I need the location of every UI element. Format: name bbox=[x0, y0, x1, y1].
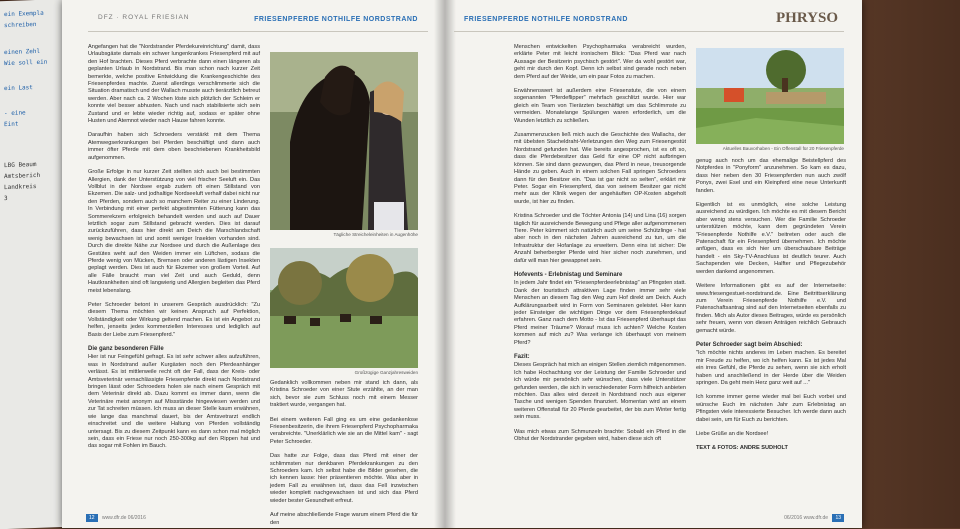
side-line: Amtsberich bbox=[4, 171, 41, 181]
pasture-photo-illustration bbox=[270, 248, 418, 368]
section-heading: Hofevents - Erlebnistag und Seminare bbox=[514, 271, 623, 278]
header-title: FRIESENPFERDE NOTHILFE NORDSTRAND bbox=[464, 16, 628, 23]
paragraph: Bei einem weiteren Fall ging es um eine gedankenlose Friesenbesitzerin, die ihrem Friesenpferd Psychopharmaka verabreichte. "Unerklärlich wie sie an die Mittel kam" - sagt Peter Schroeder. bbox=[270, 416, 418, 445]
header-brand: DFZ · ROYAL FRIESIAN bbox=[98, 14, 190, 21]
photo-construction bbox=[696, 48, 844, 144]
right-column-2 bbox=[696, 158, 846, 518]
caption-photo: Aktuelles Bauvorhaben - Ein Offenstall für 20 Friesenpferde bbox=[722, 146, 844, 151]
paragraph: "Ich möchte nichts anderes im Leben machen. Es bereitet mir Freude zu helfen, wo ich helfen kann. Es ist jedes Mal ein irres Gefühl, die Pferde zu sehen, wenn sie sich erholt haben und anschließend in der Herde über die Weiden springen. Da geht mein Herz ganz weit auf ..." bbox=[696, 350, 846, 386]
paragraph: Weitere Informationen gibt es auf der Internetseite: www.friesengestuet-nordstrand.de. Eine Beitrittserklärung zum Verein Friesenpferde Nothilfe e.V. und Patenschaftsantrag sind auf den Internetseiten ebenfalls zu finden. Mich als Autor dieses Beitrages, würde es persönlich sehr freuen, wenn von diesen Anträgen reichlich Gebrauch gemacht würde. bbox=[696, 283, 846, 334]
paragraph: Auf meine abschließende Frage warum einem Pferd die für den bbox=[270, 512, 418, 526]
right-column-1 bbox=[514, 44, 686, 516]
paragraph: In jedem Jahr findet ein "Friesenpferdeerlebnistag" an Pfingsten statt. Dank der touristisch attraktiven Lage finden immer sehr viele Menschen an diesem Tag den Weg zum Hof direkt am Deich. Auch Aufklärungsarbeit wird in Form von Seminaren geleistet. Hier kann jeder Einsteiger die wichtigen Dinge vor dem Friesenpferdekauf erfahren. Ganz nach dem Motto - Ist das Friesenpferd überhaupt das Pferd meiner Träume? Worauf muss ich achten? Welche Kosten kommen auf mich zu? Was verlange ich überhaupt von meinem Pferd? bbox=[514, 280, 686, 346]
side-line: schreiben bbox=[4, 20, 37, 30]
side-line: Landkreis bbox=[4, 182, 37, 192]
right-footer bbox=[784, 514, 844, 522]
side-line: Wie soll ein bbox=[4, 58, 48, 68]
paragraph: Große Erfolge in nur kurzer Zeit stellten sich auch bei bestimmten Allergien, dank der Unterstützung von viel frischer Seeluft ein. Das Vollblut in der Nordsee ergab zudem oft einen Stillstand von Ekzemen. Die salz- und jodhaltige Nordseeluft verhalf dabei nicht nur den Pferden, sondern auch so manchem Reiter zu einer Linderung. In Verbindung mit einer perfekt abgestimmten Fütterung kann das Sommerekzem erfolgreich behandelt werden und auch auf Dauer letztlich sogar zum Stillstand gebracht werden. Dies ist darauf zurückzuführen, dass hier direkt am Deich die Marschlandschaft wenig bewachsen ist und somit weniger Insekten vorhanden sind. Durch die direkte Nähe zur Nordsee und durch die Außenlage des Gestütes weht auf den Weiden immer ein Lüftchen, sodass die Pferde wenig von Mücken, Bremsen oder anderen lästigen Insekten geplagt werden. Dies ist auch für Ekzemer von großem Vorteil. Auf alle Fälle braucht man viel Zeit und auch Geduld, denn Hautkrankheiten sind oft langwierig und Allergien begleiten das Pferd meist lebenslang. bbox=[88, 169, 260, 294]
phryso-logo: PHRYSO bbox=[776, 10, 838, 26]
paragraph: Das hatte zur Folge, dass das Pferd mit einer der schlimmsten nur denkbaren Pferdekrankungen zu den Schroeders kam. Ich selbst habe die Bilder gesehen, die ich kennen lasse: hier präsentieren möchte. Was aber in jedem Fall zu erwähnen ist, dass das Fell inzwischen wieder komplett nachgewachsen ist und sich das Pferd wieder bester Gesundheit erfreut. bbox=[270, 453, 418, 504]
side-line: 3 bbox=[4, 194, 8, 203]
side-line: ein Last bbox=[4, 84, 33, 93]
paragraph: Daraufhin haben sich Schroeders verstärkt mit dem Thema Atemwegserkrankungen bei Pferden beschäftigt und dann auch immer öfter Pferde mit dem oben beschriebenen Krankheitsbild aufgenommen. bbox=[88, 132, 260, 161]
paragraph: Peter Schroeder betont in unserem Gespräch ausdrücklich: "Zu diesem Thema möchten wir keinen Anspruch auf Perfektion, Vollständigkeit oder Wirkung geltend machen. Es ist ein Angebot zu helfen, jenseits jedes kommerziellen Interesses und lediglich auf Basis der Liebe zum Friesenpferd." bbox=[88, 302, 260, 338]
left-column-2 bbox=[270, 380, 418, 526]
paragraph: Gedanklich vollkommen neben mir stand ich dann, als Kristina Schroeder von einer Stute erzählte, an der man sich, bevor sie zum Schluss noch mit einem Messer traktiert wurde, vergangen hat. bbox=[270, 380, 418, 409]
right-page bbox=[444, 0, 862, 528]
side-line: einen Zehl bbox=[4, 47, 41, 57]
section-heading: Die ganz besonderen Fälle bbox=[88, 346, 164, 353]
construction-photo-illustration bbox=[696, 48, 844, 144]
caption-top: Tägliche Streicheleinheiten in Augenhöhe bbox=[333, 232, 418, 237]
magazine-spread bbox=[62, 0, 862, 528]
paragraph: Ich komme immer gerne wieder mal bei Euch vorbei und wünsche Euch im nächsten Jahr zum Erlebnistag an Pfingsten viele interessierte Besucher. Ich werde dann auch dabei sein, um für Euch zu berichten. bbox=[696, 394, 846, 423]
paragraph: Zusammenzucken ließ mich auch die Geschichte des Wallachs, der mit übelsten Stacheldraht-Verletzungen den Weg zum Friesengestüt Nordstrand gefunden hat. Wie bereits angesprochen, ist es oft so, dass die Pferdebesitzer das Geld für eine OP nicht aufbringen können. Sie sind dann gezwungen, das Pferd in neue, treusorgende Hände zu geben. Auch in einem solchen Fall springen Schroeders dann für den Besitzer ein. "Das ist gar nicht so selten", erklärt mir Peter. Sogar ein Friesenpferd, das von seinem Besitzer gar nicht mehr aus der Klinik wegen der angehäuften OP-Kosten abgeholt wurde, ist hier zu finden. bbox=[514, 132, 686, 205]
paragraph: Eigentlich ist es unmöglich, eine solche Leistung ausreichend zu würdigen. Ich möchte es mit diesem Bericht aber wenig stens versuchen. Wer die Familie Schroeder unterstützen möchte, kann dem gegründeten Verein "Friesenpferde Nothilfe e.V." beitreten oder auch die Patenschaft für ein Friesenpferd übernehmen. Ich möchte anfügen, dass es sich hier um überschaubare Beiträge handelt - ein Sky-TV-Anschluss ist deutlich teurer. Auch Sachspenden wie Decken, Halfter und Pflegezubehör werden dankend angenommen. bbox=[696, 202, 846, 275]
section-heading: Peter Schroeder sagt beim Abschied: bbox=[696, 341, 803, 348]
paragraph: Was mich etwas zum Schmunzeln brachte: Sobald ein Pferd in die Obhut der Nordstrander gegeben wird, haben diese sich oft bbox=[514, 428, 686, 443]
left-column-1 bbox=[88, 44, 260, 514]
side-line: LBG Beaum bbox=[4, 160, 37, 170]
caption-bottom: Großzügige Ganzjahresweiden bbox=[354, 370, 418, 375]
paragraph: Hier ist nur Feingefühl gefragt. Es ist sehr schwer alles aufzuführen, was in Nordstrand außer Kurgästen noch den Pferdeanhänger verlässt. Es ist mittlerweile recht oft der Fall, dass der Kreis- oder Amtsveterinär vernachlässigte Friesenpferde direkt nach Nordstrand bringen lässt oder Schroeders holen sie nach einem Gespräch mit dem Veterinär direkt ab. Dazu kommt es immer dann, wenn die Veterinäre meist anonym auf Missstände hingewiesen werden und zur Tat schreiten müssen. Ich muss an dieser Stelle kaum erwähnen, wie lange das manchmal dauert, bis der Amtsvetrarzt endlich einschreitet und die weitere Haltung von Pferden vollständig untersagt. Bis zu diesem Zeitpunkt kann es dann schon mal möglich sein, dass ein Friese nur noch 250-300kg auf den Rippen hat und das sogar mit Fohlen im Bauch. bbox=[88, 354, 260, 450]
left-page bbox=[62, 0, 442, 528]
page-number: 13 bbox=[832, 514, 844, 522]
right-page-header bbox=[454, 8, 844, 32]
left-page-header bbox=[88, 8, 428, 32]
side-line: Eint bbox=[4, 120, 19, 129]
section-heading: Fazit: bbox=[514, 354, 530, 361]
paragraph: Angefangen hat die "Nordstrander Pferdekureinrichtung" damit, dass Urlaubsgäste damals ein schwer lungenkrankes Friesenpferd mit auf den Hof brachten. Dieses Pferd verbrachte dann einen längeren als geplanten Urlaub in Nordstrand. Bis man schon nach kurzer Zeit bemerkte, welche positive Entwicklung die Krankengeschichte des Friesenpferdes machte. Zuerst allerdings verschlimmerte sich die Situation dramatisch und der Wallach musste auch tierärztlich betreut werden. Aber nach ca. 2 Wochen löste sich plötzlich der Schleim er konnte viel besser abhusten. Nach und nach stabilisierte sich sein Zustand und er lebte wieder richtig auf, sodass er später ohne Husten und Atemnot wieder nach Hause fahren konnte. bbox=[88, 44, 260, 125]
footer-text: www.dfr.de 06/2016 bbox=[101, 515, 146, 521]
left-footer bbox=[86, 514, 146, 522]
photo-horse-and-girl bbox=[270, 52, 418, 230]
paragraph: Dieses Gespräch hat mich an einigen Stellen ziemlich mitgenommen. Ich habe Hochachtung vor der Leistung der Familie Schroeder und ich würde mir persönlich sehr wünschen, dass viele Unterstützer gefunden werden, die sich in verschiedenster Form hilfreich anbieten möchten. Das alles wird derzeit in Nordstrand noch aus eigener Tasche und wenigen Spenden finanziert. Momentan wird an einem weiteren Offenstall für 20 Pferde gearbeitet, der bis zum Winter fertig sein muss. bbox=[514, 362, 686, 421]
side-line: - eine bbox=[4, 109, 26, 118]
greeting: Liebe Grüße an die Nordsee! bbox=[696, 431, 769, 437]
footer-text: 06/2016 www.dfr.de bbox=[784, 515, 829, 521]
page-number: 12 bbox=[86, 514, 98, 522]
side-line: ein Exempla bbox=[4, 9, 44, 19]
paragraph: Menschen entwickelten Psychopharmaka verabreicht wurden, erklärte Peter mit leicht ironischem Blick: "Das Pferd war nach Aussage der Besitzerin psychisch gestört". Wer da wohl gestört war, geht mir durch den Kopf. Denn ich selbst sind gerade noch neben dem Pferd auf der Weide, um ein paar Fotos zu machen. bbox=[514, 44, 686, 80]
horse-photo-illustration bbox=[270, 52, 418, 230]
paragraph: genug auch noch um das ehemalige Beistellpferd des Notpferdes in "Ponyform" anzunehmen. So kam es dazu, dass hier neben den 30 Friesenpferden nun auch zwölf Ponys, zwei Esel und ein Kleinpferd eine neue Unterkunft fanden. bbox=[696, 158, 846, 194]
photo-pasture bbox=[270, 248, 418, 368]
side-papers bbox=[0, 0, 70, 529]
paragraph: Erwähnenswert ist außerdem eine Friesenstute, die von einem sogenannten "Pferdeflipper" mehrfach geschlitzt wurde. Hier war gleich ein Team von Tierärzten beschäftigt um das Schlimmste zu vermeiden. Monatelange Spülungen waren erforderlich, um die Wunden letztlich zu schließen. bbox=[514, 88, 686, 124]
author-credit: TEXT & FOTOS: ANDRE SUDHOLT bbox=[696, 445, 788, 452]
header-title: FRIESENPFERDE NOTHILFE NORDSTRAND bbox=[254, 16, 418, 23]
paragraph: Kristina Schroeder und die Töchter Antonia (14) und Lina (16) sorgen täglich für ausreichende Bewegung und Pflege aller aufgenommenen Tiere. Peter kümmert sich natürlich auch um seine Schützlinge - hat aber noch in den nächsten Jahren ausreichend zu tun, um die Infrastruktur der Hofanlage zu erweitern. Denn eins ist sicher: Die Anzahl beherbergter Pferde wird hier sicher noch zunehmen, und dafür will man hier gewappnet sein. bbox=[514, 213, 686, 264]
